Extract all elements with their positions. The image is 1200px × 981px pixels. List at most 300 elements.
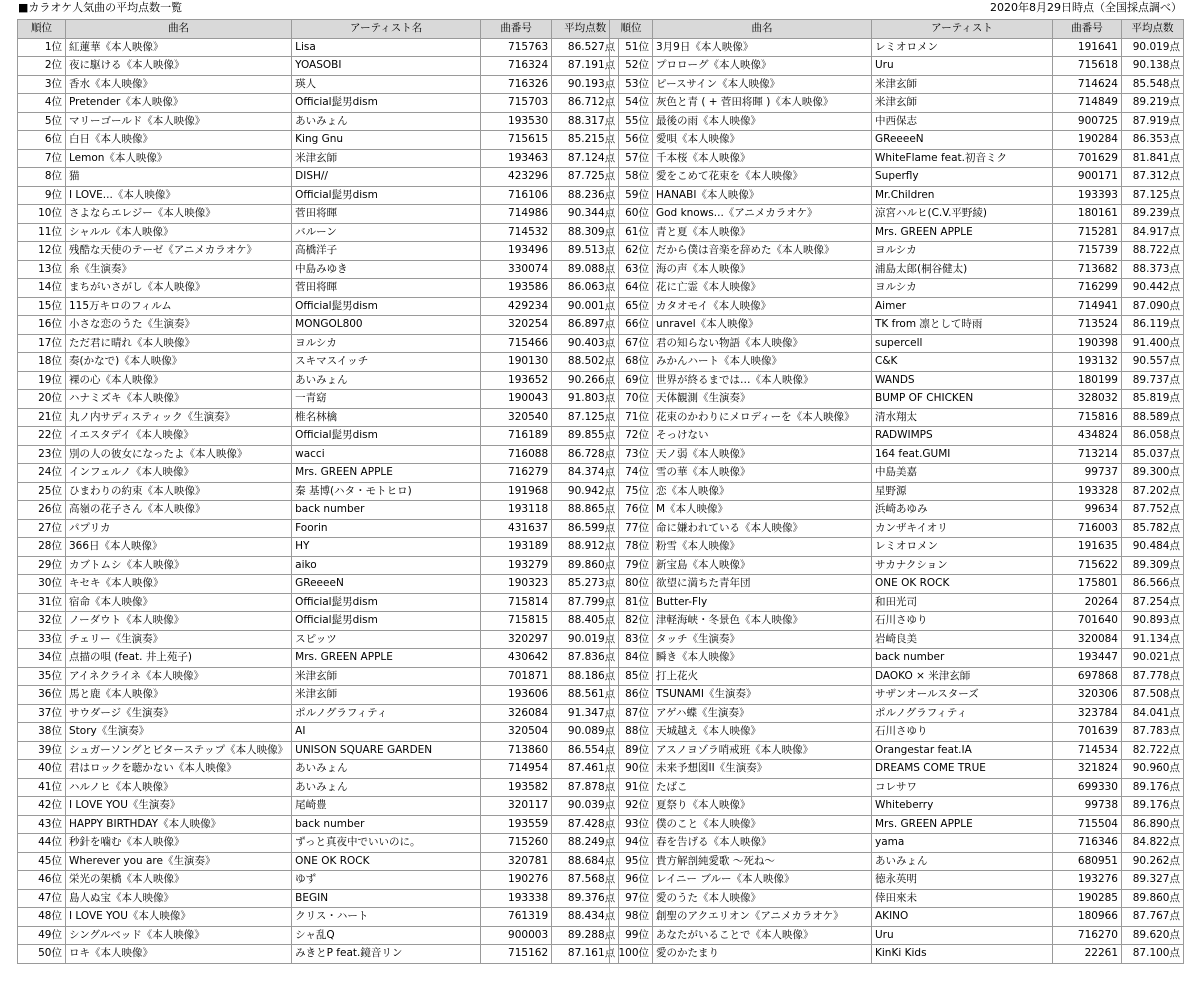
artist-cell: 和田光司 [872, 593, 1053, 612]
rank-cell: 95位 [610, 852, 653, 871]
table-row [610, 408, 1184, 427]
table-row [18, 445, 619, 464]
song-code-cell: 701629 [1053, 149, 1122, 168]
average-score-cell: 87.878点 [552, 778, 619, 797]
song-code-cell: 715504 [1053, 815, 1122, 834]
average-score-cell: 89.219点 [1122, 94, 1184, 113]
rank-cell: 39位 [18, 741, 66, 760]
table-row [18, 797, 619, 816]
rank-cell: 43位 [18, 815, 66, 834]
rank-cell: 61位 [610, 223, 653, 242]
song-cell: みかんハート《本人映像》 [653, 353, 872, 372]
song-cell: 栄光の架橋《本人映像》 [66, 871, 292, 890]
song-cell: Lemon《本人映像》 [66, 149, 292, 168]
average-score-cell: 85.037点 [1122, 445, 1184, 464]
rank-cell: 80位 [610, 575, 653, 594]
average-score-cell: 87.767点 [1122, 908, 1184, 927]
table-row [610, 889, 1184, 908]
song-code-cell: 713524 [1053, 316, 1122, 335]
rank-cell: 52位 [610, 57, 653, 76]
table-row [18, 408, 619, 427]
song-code-cell: 714534 [1053, 741, 1122, 760]
song-cell: タッチ《生演奏》 [653, 630, 872, 649]
artist-cell: Aimer [872, 297, 1053, 316]
rank-cell: 46位 [18, 871, 66, 890]
table-row [18, 57, 619, 76]
song-cell: インフェルノ《本人映像》 [66, 464, 292, 483]
song-code-cell: 761319 [481, 908, 552, 927]
average-score-cell: 86.566点 [1122, 575, 1184, 594]
song-cell: 愛のかたまり [653, 945, 872, 964]
rank-cell: 64位 [610, 279, 653, 298]
artist-cell: みきとP feat.鏡音リン [292, 945, 481, 964]
artist-cell: 米津玄師 [292, 667, 481, 686]
rank-cell: 96位 [610, 871, 653, 890]
song-cell: そっけない [653, 427, 872, 446]
header-code: 曲番号 [481, 20, 552, 39]
table-row [18, 334, 619, 353]
rank-cell: 55位 [610, 112, 653, 131]
table-row [18, 649, 619, 668]
rank-cell: 56位 [610, 131, 653, 150]
average-score-cell: 86.890点 [1122, 815, 1184, 834]
average-score-cell: 87.191点 [552, 57, 619, 76]
average-score-cell: 89.088点 [552, 260, 619, 279]
table-row [610, 945, 1184, 964]
rank-cell: 38位 [18, 723, 66, 742]
rank-cell: 76位 [610, 501, 653, 520]
average-score-cell: 86.897点 [552, 316, 619, 335]
table-row [610, 519, 1184, 538]
song-code-cell: 191968 [481, 482, 552, 501]
artist-cell: レミオロメン [872, 538, 1053, 557]
song-code-cell: 320504 [481, 723, 552, 742]
song-cell: パプリカ [66, 519, 292, 538]
average-score-cell: 87.778点 [1122, 667, 1184, 686]
average-score-cell: 87.124点 [552, 149, 619, 168]
song-cell: アイネクライネ《本人映像》 [66, 667, 292, 686]
song-cell: 奏(かなで)《本人映像》 [66, 353, 292, 372]
song-cell: 愛唄《本人映像》 [653, 131, 872, 150]
song-code-cell: 193189 [481, 538, 552, 557]
song-code-cell: 193582 [481, 778, 552, 797]
table-row [610, 723, 1184, 742]
rank-cell: 84位 [610, 649, 653, 668]
average-score-cell: 91.400点 [1122, 334, 1184, 353]
average-score-cell: 85.782点 [1122, 519, 1184, 538]
artist-cell: GReeeeN [292, 575, 481, 594]
song-code-cell: 326084 [481, 704, 552, 723]
song-cell: 君はロックを聴かない《本人映像》 [66, 760, 292, 779]
table-row [610, 112, 1184, 131]
artist-cell: HY [292, 538, 481, 557]
rank-cell: 26位 [18, 501, 66, 520]
artist-cell: Uru [872, 57, 1053, 76]
song-cell: 打上花火 [653, 667, 872, 686]
table-row [18, 242, 619, 261]
song-code-cell: 429234 [481, 297, 552, 316]
table-row [610, 334, 1184, 353]
song-code-cell: 900003 [481, 926, 552, 945]
artist-cell: 高橋洋子 [292, 242, 481, 261]
header-rank: 順位 [18, 20, 66, 39]
song-cell: I LOVE...《本人映像》 [66, 186, 292, 205]
average-score-cell: 90.893点 [1122, 612, 1184, 631]
song-code-cell: 99738 [1053, 797, 1122, 816]
average-score-cell: 89.288点 [552, 926, 619, 945]
table-row [610, 38, 1184, 57]
average-score-cell: 90.001点 [552, 297, 619, 316]
song-code-cell: 434824 [1053, 427, 1122, 446]
rank-cell: 72位 [610, 427, 653, 446]
table-row [610, 667, 1184, 686]
average-score-cell: 90.039点 [552, 797, 619, 816]
artist-cell: Official髭男dism [292, 612, 481, 631]
song-cell: TSUNAMI《生演奏》 [653, 686, 872, 705]
song-code-cell: 701871 [481, 667, 552, 686]
rank-cell: 71位 [610, 408, 653, 427]
song-code-cell: 193338 [481, 889, 552, 908]
average-score-cell: 87.752点 [1122, 501, 1184, 520]
song-cell: イエスタデイ《本人映像》 [66, 427, 292, 446]
artist-cell: King Gnu [292, 131, 481, 150]
song-code-cell: 430642 [481, 649, 552, 668]
artist-cell: スピッツ [292, 630, 481, 649]
artist-cell: 徳永英明 [872, 871, 1053, 890]
header-song: 曲名 [66, 20, 292, 39]
song-code-cell: 713860 [481, 741, 552, 760]
average-score-cell: 91.134点 [1122, 630, 1184, 649]
song-cell: 愛をこめて花束を《本人映像》 [653, 168, 872, 187]
song-code-cell: 900725 [1053, 112, 1122, 131]
song-cell: 高嶺の花子さん《本人映像》 [66, 501, 292, 520]
artist-cell: Uru [872, 926, 1053, 945]
average-score-cell: 86.063点 [552, 279, 619, 298]
artist-cell: Official髭男dism [292, 186, 481, 205]
artist-cell: 星野源 [872, 482, 1053, 501]
artist-cell: DAOKO × 米津玄師 [872, 667, 1053, 686]
average-score-cell: 90.262点 [1122, 852, 1184, 871]
average-score-cell: 90.557点 [1122, 353, 1184, 372]
song-cell: シングルベッド《本人映像》 [66, 926, 292, 945]
artist-cell: あいみょん [872, 852, 1053, 871]
artist-cell: 164 feat.GUMI [872, 445, 1053, 464]
song-code-cell: 680951 [1053, 852, 1122, 871]
table-row [18, 889, 619, 908]
rank-cell: 69位 [610, 371, 653, 390]
rank-cell: 67位 [610, 334, 653, 353]
rank-cell: 29位 [18, 556, 66, 575]
average-score-cell: 88.405点 [552, 612, 619, 631]
rank-cell: 19位 [18, 371, 66, 390]
average-score-cell: 84.822点 [1122, 834, 1184, 853]
song-code-cell: 714624 [1053, 75, 1122, 94]
song-code-cell: 320254 [481, 316, 552, 335]
rank-cell: 34位 [18, 649, 66, 668]
song-code-cell: 180199 [1053, 371, 1122, 390]
table-row [610, 186, 1184, 205]
table-row [18, 556, 619, 575]
table-row [18, 149, 619, 168]
song-cell: シャルル《本人映像》 [66, 223, 292, 242]
rank-cell: 51位 [610, 38, 653, 57]
table-row [18, 575, 619, 594]
table-row [610, 242, 1184, 261]
song-code-cell: 715816 [1053, 408, 1122, 427]
average-score-cell: 87.254点 [1122, 593, 1184, 612]
song-code-cell: 716299 [1053, 279, 1122, 298]
table-row [610, 427, 1184, 446]
table-row [18, 612, 619, 631]
average-score-cell: 87.836点 [552, 649, 619, 668]
song-cell: たばこ [653, 778, 872, 797]
song-cell: 115万キロのフィルム [66, 297, 292, 316]
artist-cell: Mrs. GREEN APPLE [872, 815, 1053, 834]
song-cell: 花に亡霊《本人映像》 [653, 279, 872, 298]
average-score-cell: 87.428点 [552, 815, 619, 834]
average-score-cell: 85.215点 [552, 131, 619, 150]
song-code-cell: 320540 [481, 408, 552, 427]
song-code-cell: 321824 [1053, 760, 1122, 779]
song-code-cell: 715814 [481, 593, 552, 612]
average-score-cell: 87.312点 [1122, 168, 1184, 187]
table-row [18, 741, 619, 760]
artist-cell: Mrs. GREEN APPLE [872, 223, 1053, 242]
song-code-cell: 191635 [1053, 538, 1122, 557]
artist-cell: コレサワ [872, 778, 1053, 797]
artist-cell: 瑛人 [292, 75, 481, 94]
table-row [610, 538, 1184, 557]
average-score-cell: 88.684点 [552, 852, 619, 871]
table-row [18, 723, 619, 742]
artist-cell: クリス・ハート [292, 908, 481, 927]
song-code-cell: 193279 [481, 556, 552, 575]
song-code-cell: 323784 [1053, 704, 1122, 723]
song-code-cell: 716270 [1053, 926, 1122, 945]
rank-cell: 57位 [610, 149, 653, 168]
artist-cell: あいみょん [292, 371, 481, 390]
table-row [610, 760, 1184, 779]
table-row [610, 741, 1184, 760]
song-cell: 世界が終るまでは…《本人映像》 [653, 371, 872, 390]
table-row [610, 260, 1184, 279]
table-row [18, 427, 619, 446]
average-score-cell: 90.019点 [552, 630, 619, 649]
average-score-cell: 89.300点 [1122, 464, 1184, 483]
rank-cell: 35位 [18, 667, 66, 686]
artist-cell: Official髭男dism [292, 593, 481, 612]
song-cell: ピースサイン《本人映像》 [653, 75, 872, 94]
table-row [18, 464, 619, 483]
song-cell: 愛のうた《本人映像》 [653, 889, 872, 908]
song-code-cell: 715703 [481, 94, 552, 113]
song-code-cell: 99737 [1053, 464, 1122, 483]
table-row [18, 168, 619, 187]
song-code-cell: 716003 [1053, 519, 1122, 538]
song-cell: 糸《生演奏》 [66, 260, 292, 279]
average-score-cell: 90.942点 [552, 482, 619, 501]
rank-cell: 98位 [610, 908, 653, 927]
song-code-cell: 713682 [1053, 260, 1122, 279]
artist-cell: ずっと真夜中でいいのに。 [292, 834, 481, 853]
song-cell: ただ君に晴れ《本人映像》 [66, 334, 292, 353]
table-row [18, 704, 619, 723]
song-code-cell: 716279 [481, 464, 552, 483]
artist-cell: UNISON SQUARE GARDEN [292, 741, 481, 760]
average-score-cell: 84.917点 [1122, 223, 1184, 242]
song-cell: unravel《本人映像》 [653, 316, 872, 335]
ranking-table-right [609, 19, 1184, 964]
song-cell: Butter-Fly [653, 593, 872, 612]
rank-cell: 5位 [18, 112, 66, 131]
rank-cell: 11位 [18, 223, 66, 242]
artist-cell: Whiteberry [872, 797, 1053, 816]
table-row [610, 149, 1184, 168]
song-cell: 千本桜《本人映像》 [653, 149, 872, 168]
song-code-cell: 190285 [1053, 889, 1122, 908]
average-score-cell: 89.860点 [1122, 889, 1184, 908]
artist-cell: 浦島太郎(桐谷健太) [872, 260, 1053, 279]
artist-cell: Mr.Children [872, 186, 1053, 205]
artist-cell: ポルノグラフィティ [292, 704, 481, 723]
rank-cell: 81位 [610, 593, 653, 612]
table-row [610, 704, 1184, 723]
song-cell: 丸ノ内サディスティック《生演奏》 [66, 408, 292, 427]
song-cell: キセキ《本人映像》 [66, 575, 292, 594]
header-artist: アーティスト名 [292, 20, 481, 39]
rank-cell: 54位 [610, 94, 653, 113]
rank-cell: 85位 [610, 667, 653, 686]
average-score-cell: 89.176点 [1122, 778, 1184, 797]
table-row [610, 815, 1184, 834]
song-code-cell: 714941 [1053, 297, 1122, 316]
survey-date: 2020年8月29日時点（全国採点調べ） [990, 1, 1182, 14]
table-row [610, 57, 1184, 76]
song-cell: カブトムシ《本人映像》 [66, 556, 292, 575]
average-score-cell: 88.589点 [1122, 408, 1184, 427]
rank-cell: 37位 [18, 704, 66, 723]
song-cell: I LOVE YOU《生演奏》 [66, 797, 292, 816]
rank-cell: 90位 [610, 760, 653, 779]
song-cell: 僕のこと《本人映像》 [653, 815, 872, 834]
song-code-cell: 701639 [1053, 723, 1122, 742]
song-cell: ハナミズキ《本人映像》 [66, 390, 292, 409]
rank-cell: 99位 [610, 926, 653, 945]
table-row [610, 612, 1184, 631]
table-row [610, 575, 1184, 594]
song-cell: ノーダウト《本人映像》 [66, 612, 292, 631]
table-row [610, 630, 1184, 649]
song-code-cell: 715815 [481, 612, 552, 631]
artist-cell: サザンオールスターズ [872, 686, 1053, 705]
average-score-cell: 89.620点 [1122, 926, 1184, 945]
artist-cell: MONGOL800 [292, 316, 481, 335]
song-code-cell: 716088 [481, 445, 552, 464]
song-cell: 灰色と青 ( + 菅田将暉 )《本人映像》 [653, 94, 872, 113]
average-score-cell: 87.725点 [552, 168, 619, 187]
average-score-cell: 87.508点 [1122, 686, 1184, 705]
table-row [610, 871, 1184, 890]
song-cell: 猫 [66, 168, 292, 187]
song-cell: 島人ぬ宝《本人映像》 [66, 889, 292, 908]
average-score-cell: 87.100点 [1122, 945, 1184, 964]
song-cell: アゲハ蝶《生演奏》 [653, 704, 872, 723]
song-cell: レイニー ブルー《本人映像》 [653, 871, 872, 890]
rank-cell: 31位 [18, 593, 66, 612]
song-code-cell: 193530 [481, 112, 552, 131]
song-cell: 天体観測《生演奏》 [653, 390, 872, 409]
table-row [18, 871, 619, 890]
table-row [18, 316, 619, 335]
rank-cell: 66位 [610, 316, 653, 335]
song-code-cell: 715162 [481, 945, 552, 964]
table-row [18, 371, 619, 390]
rank-cell: 36位 [18, 686, 66, 705]
table-row [610, 445, 1184, 464]
rank-cell: 48位 [18, 908, 66, 927]
average-score-cell: 89.309点 [1122, 556, 1184, 575]
song-cell: アスノヨゾラ哨戒班《本人映像》 [653, 741, 872, 760]
table-row [610, 168, 1184, 187]
song-cell: Pretender《本人映像》 [66, 94, 292, 113]
table-row [18, 94, 619, 113]
table-row [610, 297, 1184, 316]
song-cell: 天ノ弱《本人映像》 [653, 445, 872, 464]
artist-cell: シャ乱Q [292, 926, 481, 945]
artist-cell: 中西保志 [872, 112, 1053, 131]
artist-cell: RADWIMPS [872, 427, 1053, 446]
song-code-cell: 320781 [481, 852, 552, 871]
table-row [18, 297, 619, 316]
artist-cell: back number [872, 649, 1053, 668]
table-row [18, 926, 619, 945]
song-cell: 宿命《本人映像》 [66, 593, 292, 612]
song-cell: 津軽海峡・冬景色《本人映像》 [653, 612, 872, 631]
song-code-cell: 716189 [481, 427, 552, 446]
table-row [18, 260, 619, 279]
artist-cell: 涼宮ハルヒ(C.V.平野綾) [872, 205, 1053, 224]
artist-cell: Orangestar feat.IA [872, 741, 1053, 760]
table-row [18, 112, 619, 131]
rank-cell: 86位 [610, 686, 653, 705]
table-row [610, 482, 1184, 501]
table-row [18, 760, 619, 779]
song-code-cell: 716324 [481, 57, 552, 76]
song-cell: 青と夏《本人映像》 [653, 223, 872, 242]
song-cell: 粉雪《本人映像》 [653, 538, 872, 557]
table-row [610, 75, 1184, 94]
average-score-cell: 86.058点 [1122, 427, 1184, 446]
rank-cell: 83位 [610, 630, 653, 649]
table-row [610, 556, 1184, 575]
average-score-cell: 89.176点 [1122, 797, 1184, 816]
rank-cell: 68位 [610, 353, 653, 372]
artist-cell: あいみょん [292, 112, 481, 131]
song-code-cell: 320084 [1053, 630, 1122, 649]
rank-cell: 30位 [18, 575, 66, 594]
table-row [18, 778, 619, 797]
song-code-cell: 20264 [1053, 593, 1122, 612]
song-code-cell: 701640 [1053, 612, 1122, 631]
average-score-cell: 87.161点 [552, 945, 619, 964]
artist-cell: Official髭男dism [292, 297, 481, 316]
artist-cell: 米津玄師 [292, 149, 481, 168]
rank-cell: 40位 [18, 760, 66, 779]
song-cell: 未来予想図II《生演奏》 [653, 760, 872, 779]
rank-cell: 88位 [610, 723, 653, 742]
song-code-cell: 180161 [1053, 205, 1122, 224]
average-score-cell: 90.089点 [552, 723, 619, 742]
